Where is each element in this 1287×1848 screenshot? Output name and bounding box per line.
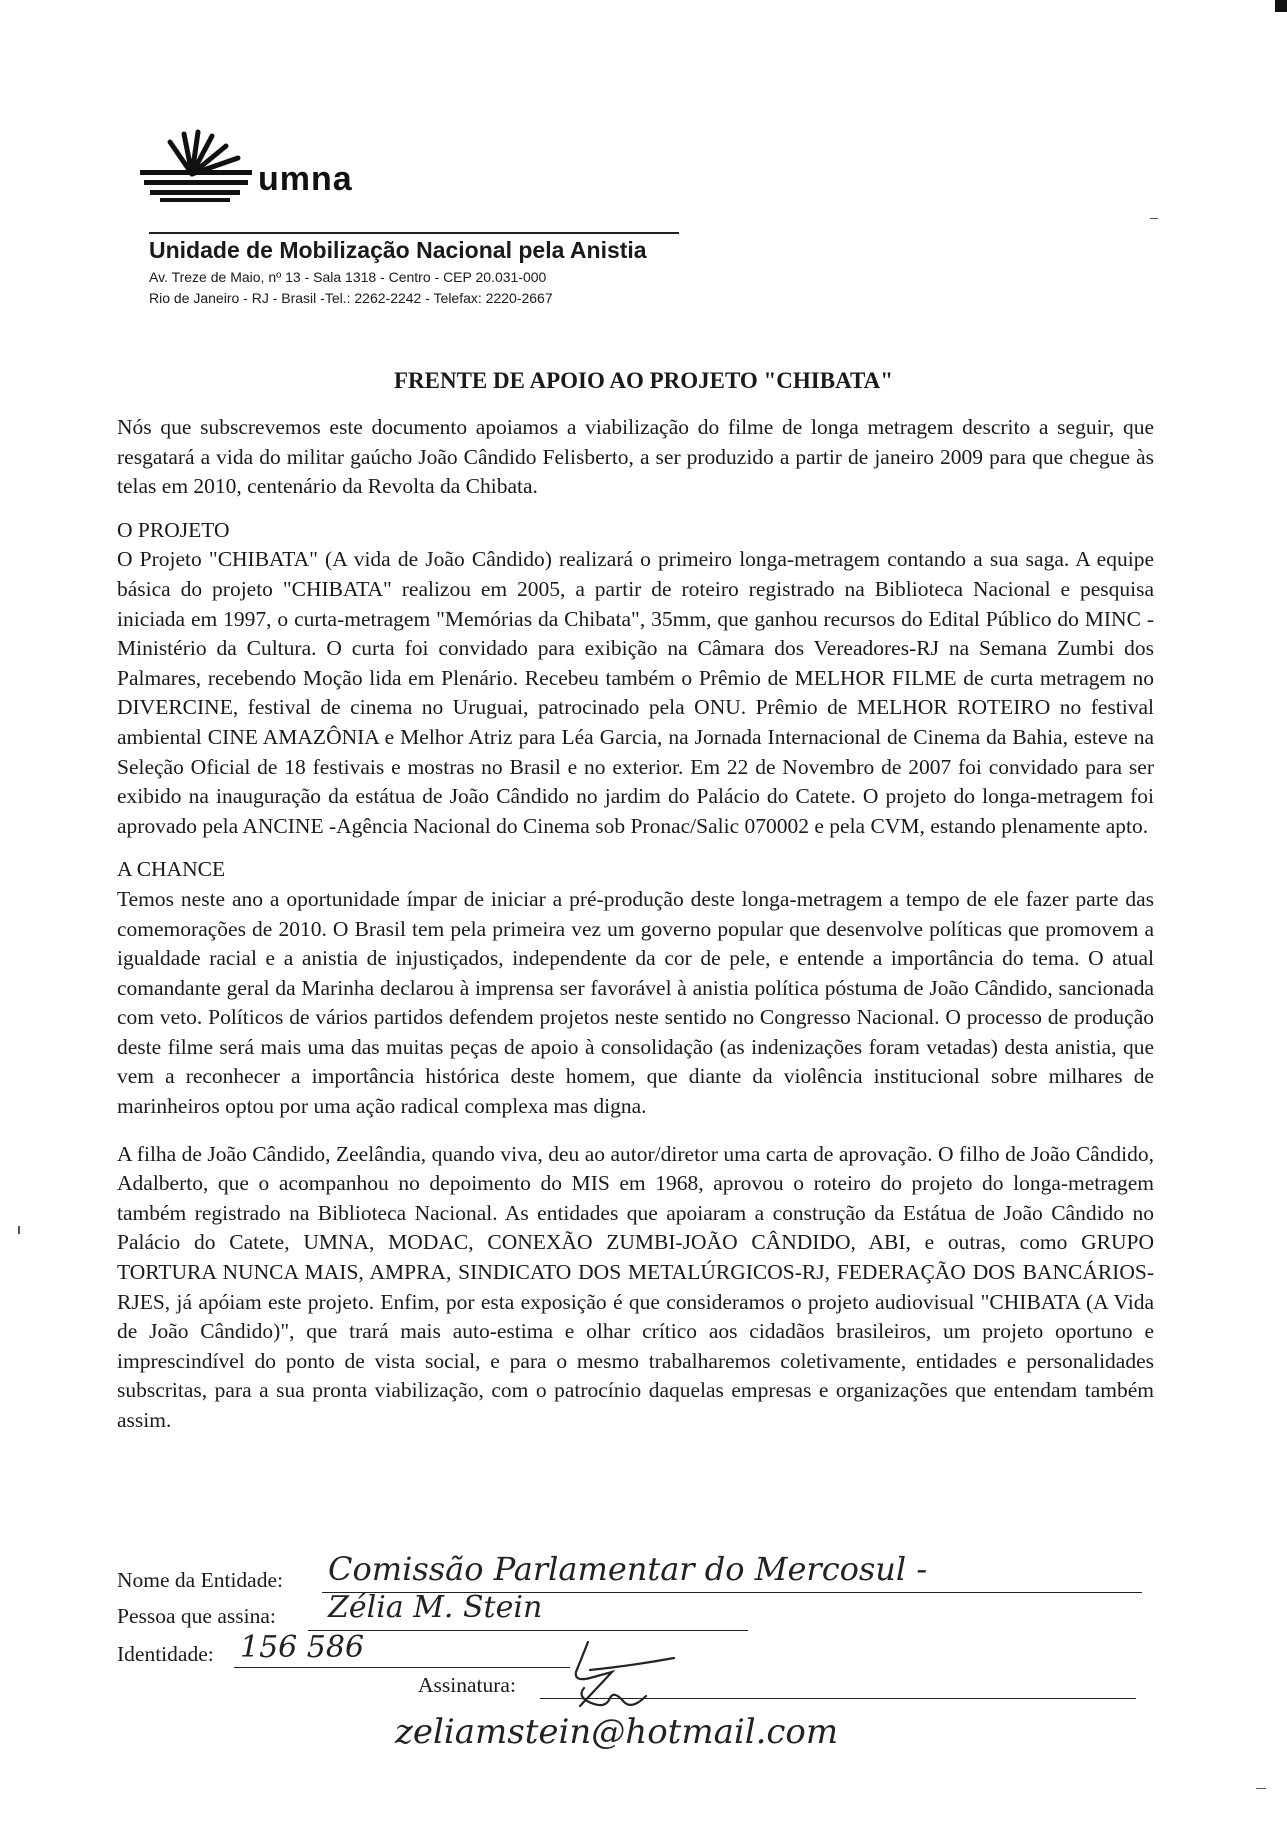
section-body-projeto: O Projeto "CHIBATA" (A vida de João Cândido) realizará o primeiro longa-metragem contando a sua saga. A equipe básica do projeto "CHIBATA" realizou em 2005, a partir de roteiro registrado na Biblioteca Nacional e pesquisa iniciada em 1997, o curta-metragem "Memórias da Chibata", 35mm, que ganhou recursos do Edital Público do MINC - Ministério da Cultura. O curta foi convidado para exibição na Câmara dos Vereadores-RJ na Semana Zumbi dos Palmares, recebendo Moção lida em Plenário. Recebeu também o Prêmio de MELHOR FILME de curta metragem no DIVERCINE, festival de cinema no Uruguai, patrocinado pela ONU. Prêmio de MELHOR ROTEIRO no festival ambiental CINE AMAZÔNIA e Melhor Atriz para Léa Garcia, na Jornada Internacional de Cinema da Bahia, esteve na Seleção Oficial de 18 festivais e mostras no Brasil e no exterior. Em 22 de Novembro de 2007 foi convidado para ser exibido na inauguração da estátua de João Cândido no jardim do Palácio do Catete. O projeto do longa-metragem foi aprovado pela ANCINE -Agência Nacional do Cinema sob Pronac/Salic 070002 e pela CVM, estando plenamente apto. [117, 547, 1154, 838]
id-label: Identidade: [117, 1642, 214, 1666]
scan-corner-mark [1275, 0, 1287, 12]
scan-speck [1256, 1788, 1266, 1789]
header-rule [149, 232, 679, 234]
org-name: Unidade de Mobilização Nacional pela Anistia [149, 237, 647, 263]
intro-paragraph: Nós que subscrevemos este documento apoiamos a viabilização do filme de longa metragem descrito a seguir, que resgatará a vida do militar gaúcho João Cândido Felisberto, a ser produzido a partir de janeiro 2009 para que chegue às telas em 2010, centenário da Revolta da Chibata. [117, 415, 1154, 499]
logo-wordmark: umna [258, 160, 353, 198]
section-heading-projeto: O PROJETO [117, 517, 230, 542]
signer-label: Pessoa que assina: [117, 1604, 276, 1628]
document-title: FRENTE DE APOIO AO PROJETO "CHIBATA" [393, 368, 894, 393]
document-body [117, 413, 1154, 1436]
id-handwritten-value: 156 586 [240, 1630, 365, 1665]
closing-paragraph: A filha de João Cândido, Zeelândia, quando viva, deu ao autor/diretor uma carta de aprovação. O filho de João Cândido, Adalberto, que o acompanhou no depoimento do MIS em 1968, aprovou o roteiro do projeto do longa-metragem também registrado na Biblioteca Nacional. As entidades que apoiaram a construção da Estátua de João Cândido no Palácio do Catete, UMNA, MODAC, CONEXÃO ZUMBI-JOÃO CÂNDIDO, ABI, e outras, como GRUPO TORTURA NUNCA MAIS, AMPRA, SINDICATO DOS METALÚRGICOS-RJ, FEDERAÇÃO DOS BANCÁRIOS-RJES, já apóiam este projeto. Enfim, por esta exposição é que consideramos o projeto audiovisual "CHIBATA (A Vida de João Cândido)", que trará mais auto-estima e olhar crítico aos cidadãos brasileiros, um projeto oportuno e imprescindível do ponto de vista social, e para o mesmo trabalharemos coletivamente, entidades e personalidades subscritas, para a sua pronta viabilização, com o patrocínio daquelas empresas e organizações que entendam também assim. [117, 1141, 1154, 1432]
section-heading-chance: A CHANCE [117, 857, 226, 882]
section-body-chance: Temos neste ano a oportunidade ímpar de iniciar a pré-produção deste longa-metragem a tempo de ele fazer parte das comemorações de 2010. O Brasil tem pela primeira vez um governo popular que desenvolve políticas que promovem a igualdade racial e a anistia de injustiçados, independente da cor de pele, e entende a importância do tema. O atual comandante geral da Marinha declarou à imprensa ser favorável à anistia política póstuma de João Cândido, sancionada com veto. Políticos de vários partidos defendem projetos neste sentido no Congresso Nacional. O processo de produção deste filme será mais uma das muitas peças de apoio à consolidação (as indenizações foram vetadas) desta anistia, que vem a reconhecer a importância histórica deste homem, que diante da violência institucional sobre milhares de marinheiros optou por uma ação radical complexa mas digna. [117, 886, 1154, 1119]
scan-speck [1150, 218, 1158, 219]
entity-label: Nome da Entidade: [117, 1568, 283, 1592]
entity-handwritten-value: Comissão Parlamentar do Mercosul - [328, 1550, 928, 1588]
handwritten-signature [570, 1618, 690, 1714]
signature-label: Assinatura: [418, 1673, 516, 1697]
id-line [234, 1667, 570, 1668]
org-address-line-1: Av. Treze de Maio, nº 13 - Sala 1318 - Centro - CEP 20.031-000 [149, 269, 547, 285]
signer-handwritten-value: Zélia M. Stein [328, 1590, 543, 1625]
email-handwritten-value: zeliamstein@hotmail.com [395, 1712, 839, 1752]
scan-speck [18, 1226, 20, 1234]
org-address-line-2: Rio de Janeiro - RJ - Brasil -Tel.: 2262-2242 - Telefax: 2220-2667 [149, 290, 553, 306]
